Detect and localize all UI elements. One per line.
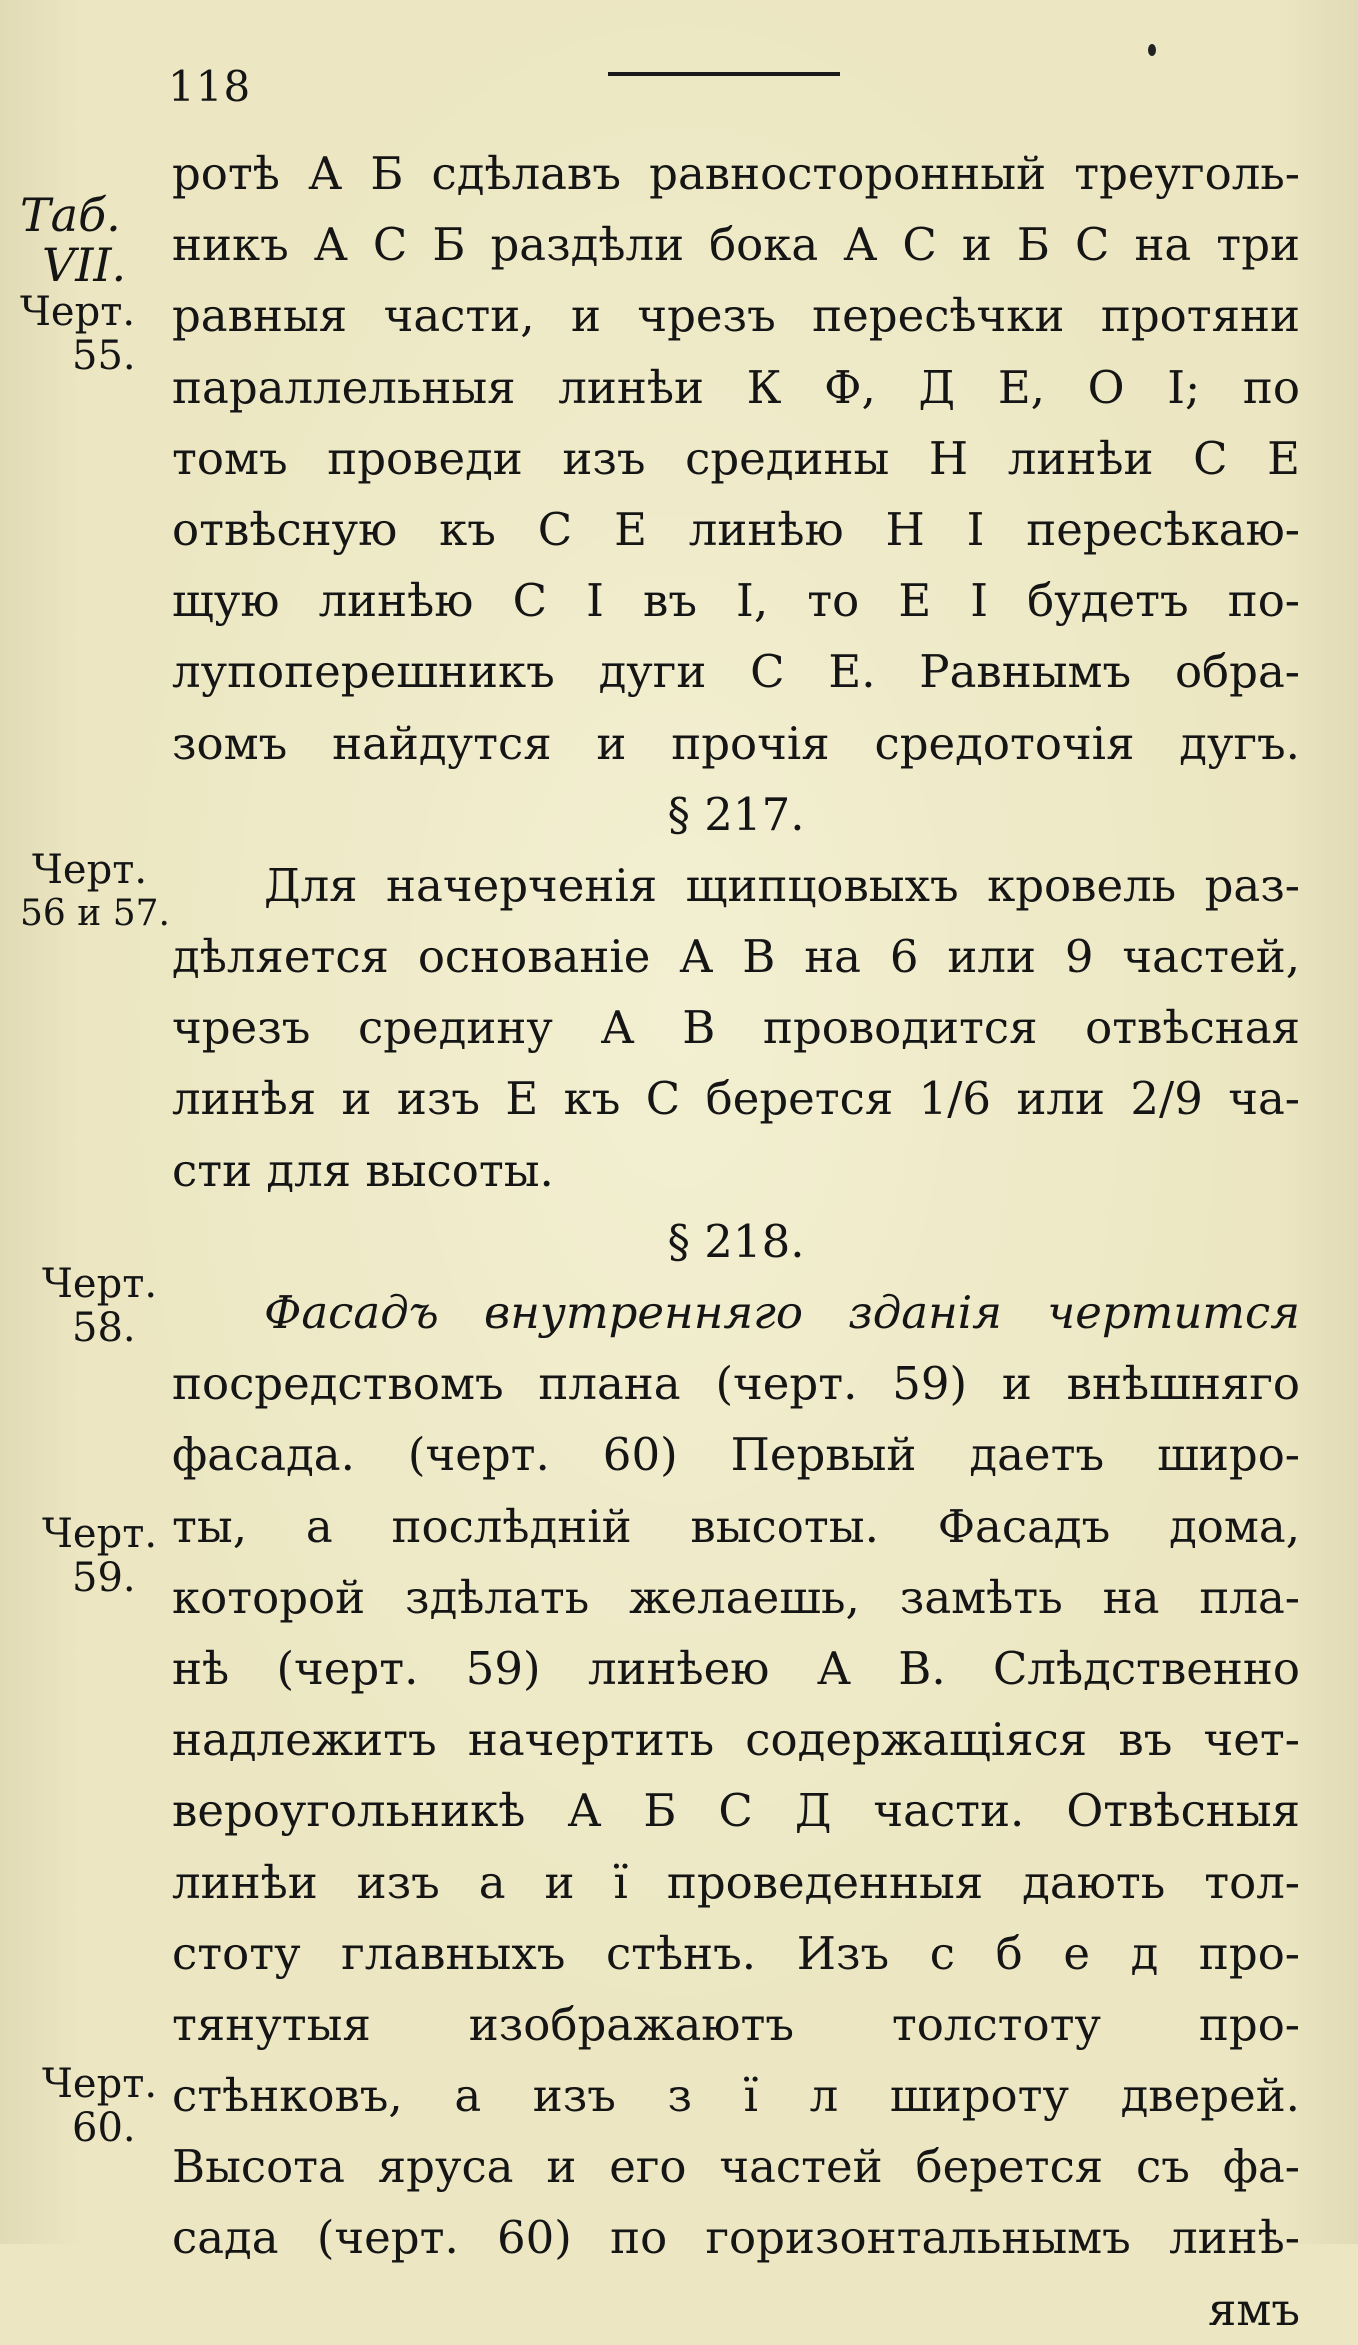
text-line: сти для высоты.: [172, 1143, 554, 1197]
margin-note-line: 55.: [72, 333, 136, 379]
text-line: линѣя и изъ Е къ С берется 1/6 или 2/9 ча-: [172, 1072, 1300, 1126]
header-rule: [608, 72, 840, 76]
text-line: Фасадъ внутренняго зданія чертится: [264, 1286, 1300, 1339]
text-line: чрезъ средину А В проводится отвѣсная: [172, 1001, 1300, 1055]
margin-note-fig-58: [20, 1262, 170, 1350]
text-line: посредствомъ плана (черт. 59) и внѣшняго: [172, 1357, 1300, 1411]
text-line: ротѣ А Б сдѣлавъ равносторонный треуголь-: [172, 147, 1300, 200]
margin-note-line: Черт.: [42, 2061, 158, 2107]
page-number: 118: [168, 62, 252, 111]
margin-note-line: Черт.: [42, 1261, 158, 1307]
margin-note-line: Черт.: [42, 1511, 158, 1557]
body-text: [172, 138, 1300, 2345]
margin-note-line: Черт.: [32, 847, 148, 893]
text-line: параллельныя линѣи К Ф, Д Е, О I; по: [172, 360, 1300, 414]
margin-note-table-7-fig-55: [20, 190, 170, 378]
margin-note-line: 56 и 57.: [20, 893, 170, 934]
text-line: щую линѣю С I въ I, то Е I будетъ по-: [172, 574, 1300, 628]
margin-note-fig-60: [20, 2062, 170, 2150]
text-line: которой здѣлать желаешь, замѣть на пла-: [172, 1570, 1300, 1624]
text-line: надлежитъ начертить содержащіяся въ чет-: [172, 1713, 1300, 1767]
margin-note-line: VII.: [42, 238, 127, 292]
text-line: стоту главныхъ стѣнъ. Изъ с б е д про-: [172, 1926, 1300, 1980]
text-line: равныя части, и чрезъ пересѣчки протяни: [172, 289, 1300, 343]
text-line: томъ проведи изъ средины Н линѣи С Е: [172, 431, 1300, 485]
text-line: фасада. (черт. 60) Первый даетъ широ-: [172, 1428, 1300, 1482]
margin-note-line: 60.: [72, 2105, 136, 2151]
text-line: тянутыя изображаютъ толстоту про-: [172, 1997, 1300, 2051]
margin-note-line: Черт.: [20, 289, 136, 335]
text-line: никъ А С Б раздѣли бока А С и Б С на три: [172, 218, 1300, 272]
margin-note-line: 58.: [72, 1305, 136, 1351]
text-line: ты, а послѣдній высоты. Фасадъ дома,: [172, 1499, 1300, 1553]
text-line: стѣнковъ, а изъ з ї л широту дверей.: [172, 2069, 1300, 2123]
text-line: зомъ найдутся и прочія средоточія дугъ.: [172, 716, 1300, 770]
text-line: вероугольникѣ А Б С Д части. Отвѣсныя: [172, 1784, 1300, 1838]
margin-note-fig-59: [20, 1512, 170, 1600]
text-line: нѣ (черт. 59) линѣею А В. Слѣдственно: [172, 1641, 1300, 1695]
ink-speck: [1148, 44, 1156, 56]
margin-note-line: Таб.: [20, 188, 121, 242]
text-line: Для начерченія щипцовыхъ кровель раз-: [264, 858, 1300, 912]
section-heading-217: § 217.: [667, 787, 805, 841]
text-line: Высота яруса и его частей берется съ фа-: [172, 2140, 1300, 2194]
text-line: отвѣсную къ С Е линѣю Н I пересѣкаю-: [172, 502, 1300, 556]
margin-note-line: 59.: [72, 1555, 136, 1601]
text-line: лупоперешникъ дуги С Е. Равнымъ обра-: [172, 645, 1300, 699]
text-line: дѣляется основаніе А В на 6 или 9 частей,: [172, 930, 1300, 984]
catchword: ямъ: [1207, 2282, 1300, 2336]
section-heading-218: § 218.: [667, 1214, 805, 1268]
margin-note-fig-56-57: [20, 848, 170, 936]
text-line: сада (черт. 60) по горизонтальнымъ линѣ-: [172, 2211, 1300, 2265]
text-line: линѣи изъ а и ї проведенныя дають тол-: [172, 1855, 1300, 1909]
